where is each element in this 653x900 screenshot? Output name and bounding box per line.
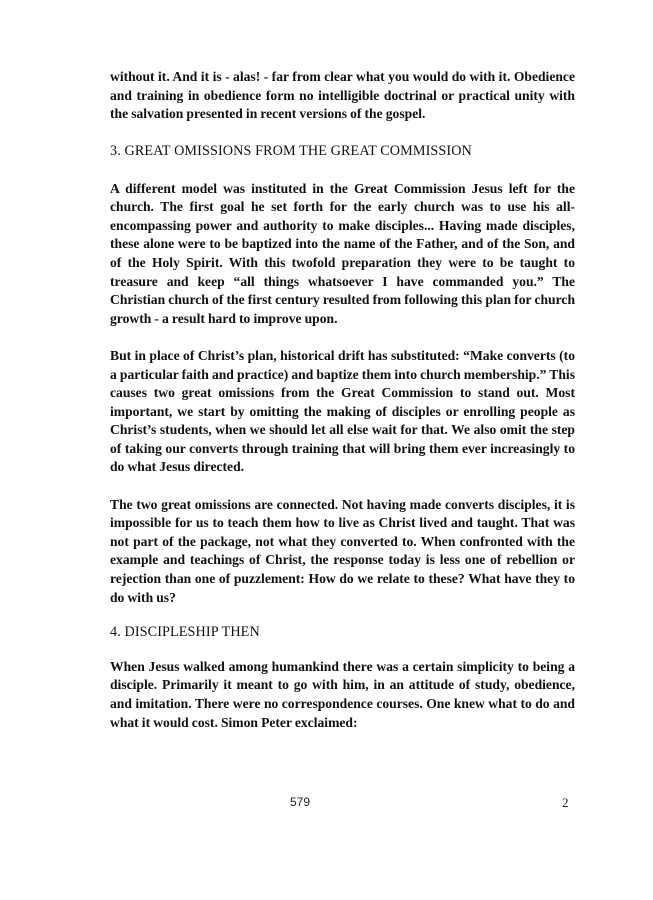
- document-body: [110, 68, 575, 732]
- page-footer: [0, 795, 653, 815]
- paragraph-3: But in place of Christ’s plan, historical drift has substituted: “Make converts (to a particular faith and practice) and baptize them into church membership.” This causes two great omissions from the Great Commission to stand out. Most important, we start by omitting the making of disciples or enrolling people as Christ’s students, when we should let all else wait for that. We also omit the step of taking our converts through training that will bring them ever increasingly to do what Jesus directed.: [110, 347, 575, 475]
- paragraph-2: A different model was instituted in the Great Commission Jesus left for the church. The first goal he set forth for the early church was to use his all-encompassing power and authority to make disciples... Having made disciples, these alone were to be baptized into the name of the Father, and of the Son, and of the Holy Spirit. With this twofold preparation they were to be taught to treasure and keep “all things whatsoever I have commanded you.” The Christian church of the first century resulted from following this plan for church growth - a result hard to improve upon.: [110, 180, 575, 326]
- paragraph-1: without it. And it is - alas! - far from clear what you would do with it. Obedience and training in obedience form no intelligible doctrinal or practical unity with the salvation presented in recent versions of the gospel.: [110, 69, 575, 122]
- section-heading-3: 3. GREAT OMISSIONS FROM THE GREAT COMMISSION: [110, 143, 472, 160]
- paragraph-5: When Jesus walked among humankind there was a certain simplicity to being a disciple. Primarily it meant to go with him, in an attitude of study, obedience, and imitation. There were no correspondence courses. One knew what to do and what it would cost. Simon Peter exclaimed:: [110, 658, 575, 730]
- page-number: 2: [562, 795, 569, 810]
- paragraph-4: The two great omissions are connected. Not having made converts disciples, it is impossible for us to teach them how to live as Christ lived and taught. That was not part of the package, not what they converted to. When confronted with the example and teachings of Christ, the response today is less one of rebellion or rejection than one of puzzlement: How do we relate to these? What have they to do with us?: [110, 496, 575, 605]
- section-heading-4: 4. DISCIPLESHIP THEN: [110, 624, 260, 641]
- folio-number: 579: [290, 795, 311, 809]
